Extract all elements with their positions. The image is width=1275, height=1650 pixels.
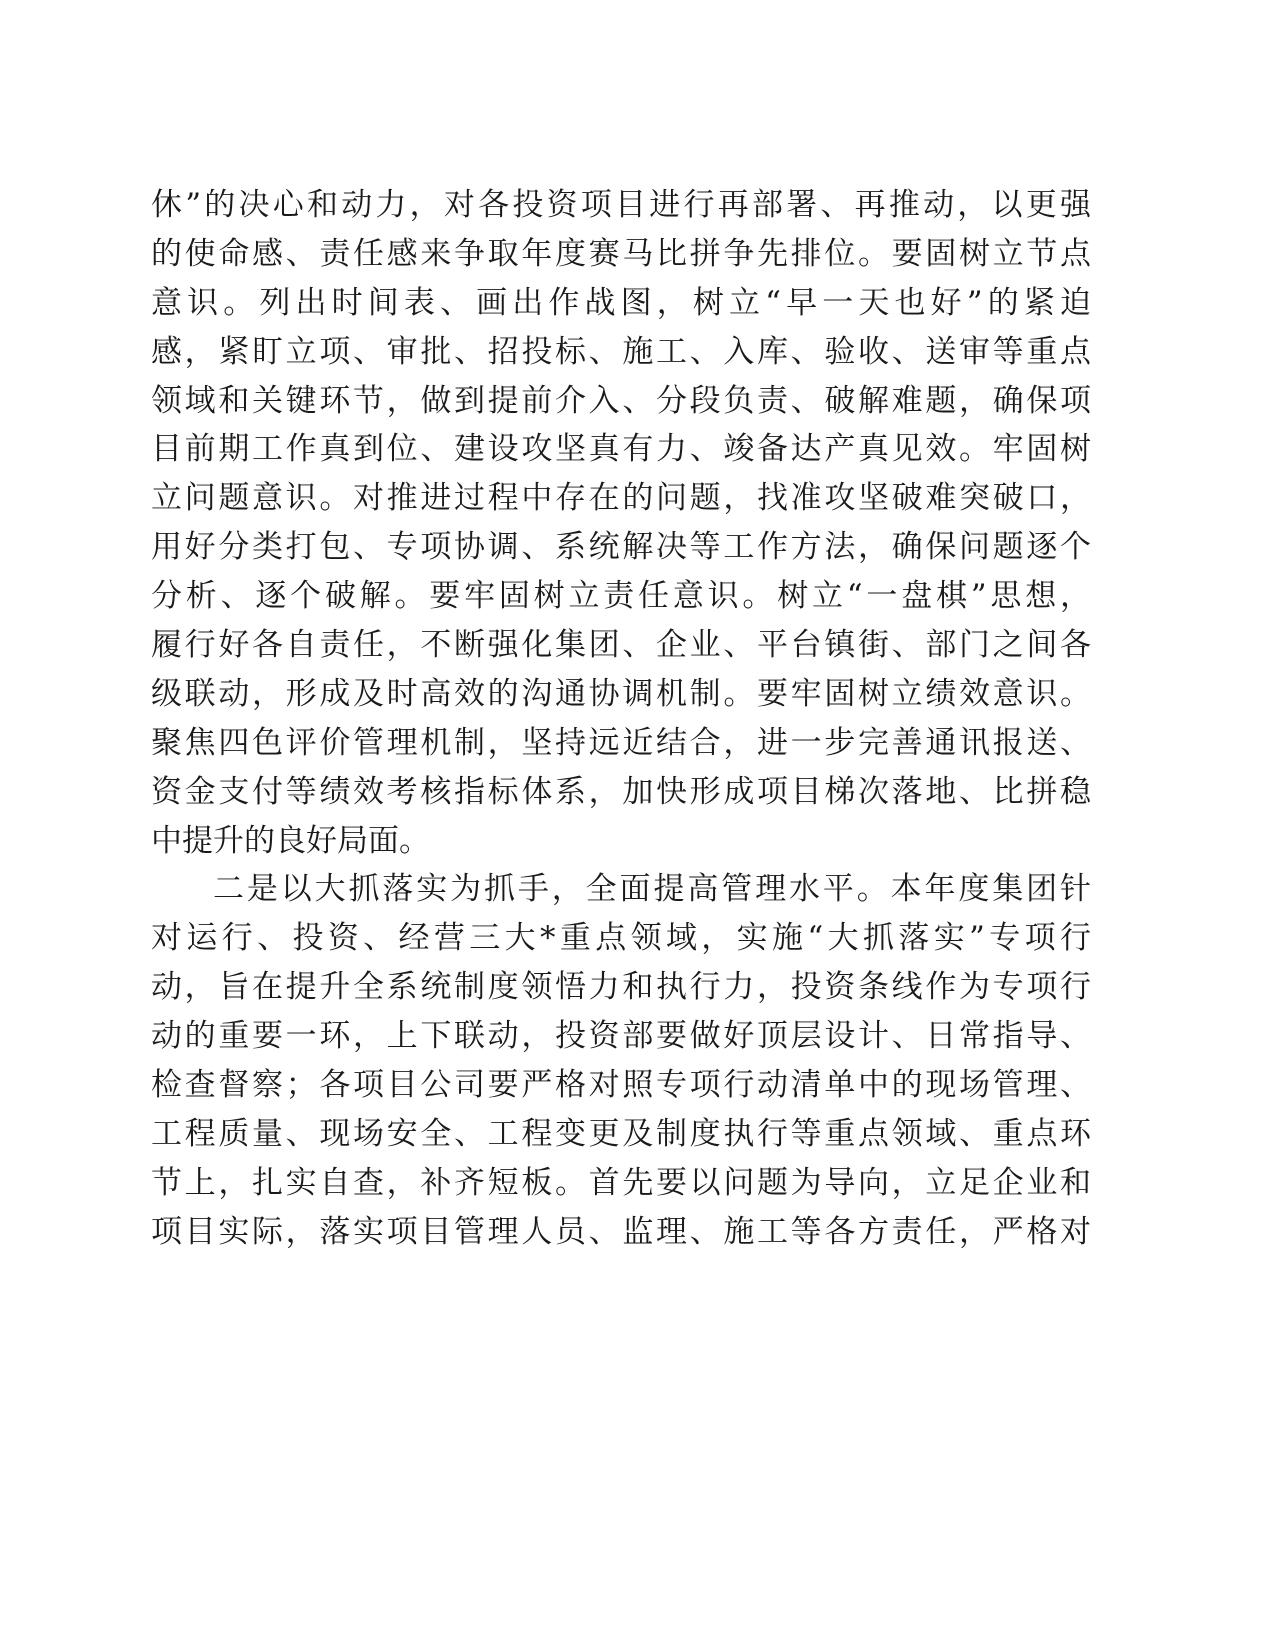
- text-line-14: 中提升的良好局面。: [151, 822, 430, 859]
- text-line-21: 节上，扎实自查，补齐短板。首先要以问题为导向，立足企业和: [151, 1164, 1091, 1201]
- text-line-7: 立问题意识。对推进过程中存在的问题，找准攻坚破难突破口，: [151, 480, 1091, 517]
- text-line-10: 履行好各自责任，不断强化集团、企业、平台镇街、部门之间各: [151, 627, 1091, 664]
- text-line-22: 项目实际，落实项目管理人员、监理、施工等各方责任，严格对: [151, 1213, 1091, 1250]
- text-line-9: 分析、逐个破解。要牢固树立责任意识。树立“一盘棋”思想，: [151, 578, 1091, 615]
- text-line-1: 休”的决心和动力，对各投资项目进行再部署、再推动，以更强: [151, 187, 1091, 223]
- text-line-4: 感，紧盯立项、审批、招投标、施工、入库、验收、送审等重点: [151, 333, 1091, 370]
- text-line-3: 意识。列出时间表、画出作战图，树立“早一天也好”的紧迫: [151, 284, 1091, 321]
- text-line-18: 动的重要一环，上下联动，投资部要做好顶层设计、日常指导、: [151, 1018, 1091, 1055]
- text-line-19: 检查督察；各项目公司要严格对照专项行动清单中的现场管理、: [151, 1067, 1091, 1104]
- text-line-5: 领域和关键环节，做到提前介入、分段负责、破解难题，确保项: [151, 382, 1091, 419]
- text-line-12: 聚焦四色评价管理机制，坚持远近结合，进一步完善通讯报送、: [151, 724, 1091, 761]
- text-line-20: 工程质量、现场安全、工程变更及制度执行等重点领域、重点环: [151, 1115, 1091, 1152]
- text-line-17: 动，旨在提升全系统制度领悟力和执行力，投资条线作为专项行: [151, 969, 1091, 1006]
- text-line-13: 资金支付等绩效考核指标体系，加快形成项目梯次落地、比拼稳: [151, 773, 1091, 810]
- text-line-8: 用好分类打包、专项协调、系统解决等工作方法，确保问题逐个: [151, 529, 1091, 566]
- text-line-16: 对运行、投资、经营三大*重点领域，实施“大抓落实”专项行: [151, 920, 1091, 957]
- text-line-15: 二是以大抓落实为抓手，全面提高管理水平。本年度集团针: [213, 871, 1091, 908]
- text-line-2: 的使命感、责任感来争取年度赛马比拼争先排位。要固树立节点: [151, 235, 1091, 272]
- text-line-11: 级联动，形成及时高效的沟通协调机制。要牢固树立绩效意识。: [151, 675, 1091, 712]
- body-text: [151, 181, 1091, 1257]
- text-line-6: 目前期工作真到位、建设攻坚真有力、竣备达产真见效。牢固树: [151, 431, 1091, 468]
